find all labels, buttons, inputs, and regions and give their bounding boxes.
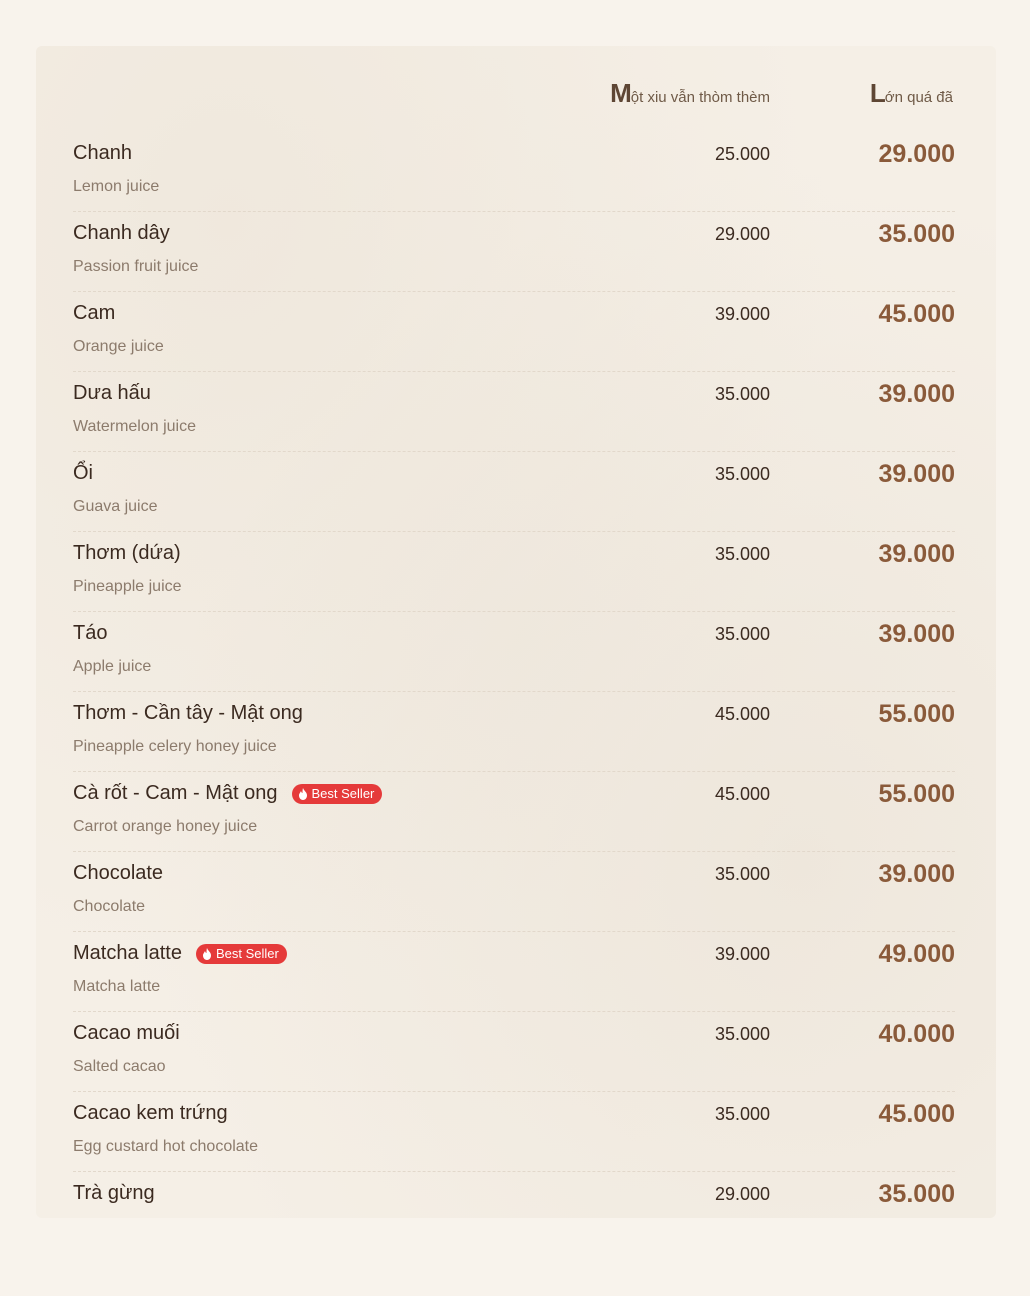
item-name-row	[73, 382, 151, 405]
large-size-price: 29.000	[878, 140, 955, 168]
small-size-price: 35.000	[714, 544, 770, 564]
small-size-price: 35.000	[714, 624, 770, 644]
small-size-price: 39.000	[714, 304, 770, 324]
item-english-name: Lemon juice	[73, 178, 160, 195]
large-size-price: 39.000	[878, 540, 955, 568]
item-name-row	[73, 622, 107, 645]
item-name: Chanh dây	[73, 222, 170, 244]
item-english-name: Matcha latte	[73, 978, 161, 995]
item-english-name: Salted cacao	[73, 1058, 166, 1075]
small-size-header-initial: M	[610, 78, 631, 108]
small-size-price: 39.000	[714, 944, 770, 964]
menu-item[interactable]	[73, 1092, 955, 1172]
small-size-price: 35.000	[714, 384, 770, 404]
menu-item[interactable]	[73, 1172, 955, 1252]
large-size-header-initial: L	[869, 78, 885, 108]
small-size-price: 25.000	[714, 144, 770, 164]
small-size-header-text: ột xiu vẫn thòm thèm	[630, 89, 770, 106]
item-name-row	[73, 222, 170, 245]
menu-item[interactable]	[73, 372, 955, 452]
menu-item[interactable]	[73, 772, 955, 852]
item-name-row	[73, 542, 181, 565]
menu-item[interactable]	[73, 132, 955, 212]
item-name: Thơm (dứa)	[73, 542, 181, 564]
item-english-name: Egg custard hot chocolate	[73, 1138, 259, 1155]
large-size-price: 55.000	[878, 780, 955, 808]
small-size-price: 45.000	[714, 784, 770, 804]
large-size-price: 39.000	[878, 460, 955, 488]
item-english-name: Pineapple juice	[73, 578, 182, 595]
small-size-price: 35.000	[714, 864, 770, 884]
item-name: Cacao muối	[73, 1022, 180, 1044]
best-seller-label: Best Seller	[215, 945, 279, 961]
large-size-price: 39.000	[878, 380, 955, 408]
large-size-price: 35.000	[878, 1180, 955, 1208]
large-size-price: 45.000	[878, 1100, 955, 1128]
best-seller-badge	[196, 944, 287, 964]
flame-icon	[202, 948, 212, 960]
large-size-price: 45.000	[878, 300, 955, 328]
large-size-price: 40.000	[878, 1020, 955, 1048]
menu-item[interactable]	[73, 932, 955, 1012]
best-seller-badge	[292, 784, 383, 804]
large-size-price: 49.000	[878, 940, 955, 968]
large-size-price: 39.000	[878, 620, 955, 648]
item-english-name: Carrot orange honey juice	[73, 818, 258, 835]
item-name-row	[73, 302, 115, 325]
item-name-row	[73, 1102, 228, 1125]
menu-item[interactable]	[73, 292, 955, 372]
item-english-name: Passion fruit juice	[73, 258, 199, 275]
item-name: Dưa hấu	[73, 382, 151, 404]
item-english-name: Pineapple celery honey juice	[73, 738, 277, 755]
item-english-name: Watermelon juice	[73, 418, 197, 435]
menu-header	[0, 78, 1030, 118]
item-english-name: Chocolate	[73, 898, 146, 915]
best-seller-label: Best Seller	[311, 785, 375, 801]
small-size-price: 45.000	[714, 704, 770, 724]
item-name-row	[73, 782, 382, 805]
item-name: Cam	[73, 302, 116, 324]
item-name-row	[73, 942, 287, 965]
item-name: Trà gừng	[73, 1182, 155, 1204]
menu-item[interactable]	[73, 212, 955, 292]
item-name: Matcha latte	[73, 942, 182, 964]
menu-item[interactable]	[73, 612, 955, 692]
item-name-row	[73, 1182, 155, 1205]
large-size-header-text: ớn quá đã	[884, 89, 953, 106]
item-english-name: Apple juice	[73, 658, 152, 675]
small-size-price: 35.000	[714, 1104, 770, 1124]
menu-item[interactable]	[73, 532, 955, 612]
small-size-price: 29.000	[714, 1184, 770, 1204]
large-size-price: 55.000	[878, 700, 955, 728]
large-size-price: 35.000	[878, 220, 955, 248]
item-name-row	[73, 142, 132, 165]
menu-list	[73, 132, 955, 1252]
menu-item[interactable]	[73, 452, 955, 532]
large-size-price: 39.000	[878, 860, 955, 888]
item-name: Táo	[73, 622, 108, 644]
small-size-price: 29.000	[714, 224, 770, 244]
item-name: Chocolate	[73, 862, 164, 884]
item-name: Cacao kem trứng	[73, 1102, 228, 1124]
item-name-row	[73, 462, 93, 485]
flame-icon	[298, 788, 308, 800]
menu-item[interactable]	[73, 1012, 955, 1092]
small-size-price: 35.000	[714, 464, 770, 484]
item-name: Chanh	[73, 142, 132, 164]
item-name-row	[73, 702, 303, 725]
menu-item[interactable]	[73, 852, 955, 932]
item-name-row	[73, 1022, 180, 1045]
item-english-name: Guava juice	[73, 498, 158, 515]
small-size-price: 35.000	[714, 1024, 770, 1044]
item-name: Cà rốt - Cam - Mật ong	[73, 782, 278, 804]
item-name-row	[73, 862, 163, 885]
small-size-column-header	[610, 78, 770, 109]
item-name: Ổi	[73, 462, 93, 484]
large-size-column-header	[870, 78, 953, 109]
item-english-name: Orange juice	[73, 338, 164, 355]
item-name: Thơm - Cần tây - Mật ong	[73, 702, 303, 724]
menu-item[interactable]	[73, 692, 955, 772]
